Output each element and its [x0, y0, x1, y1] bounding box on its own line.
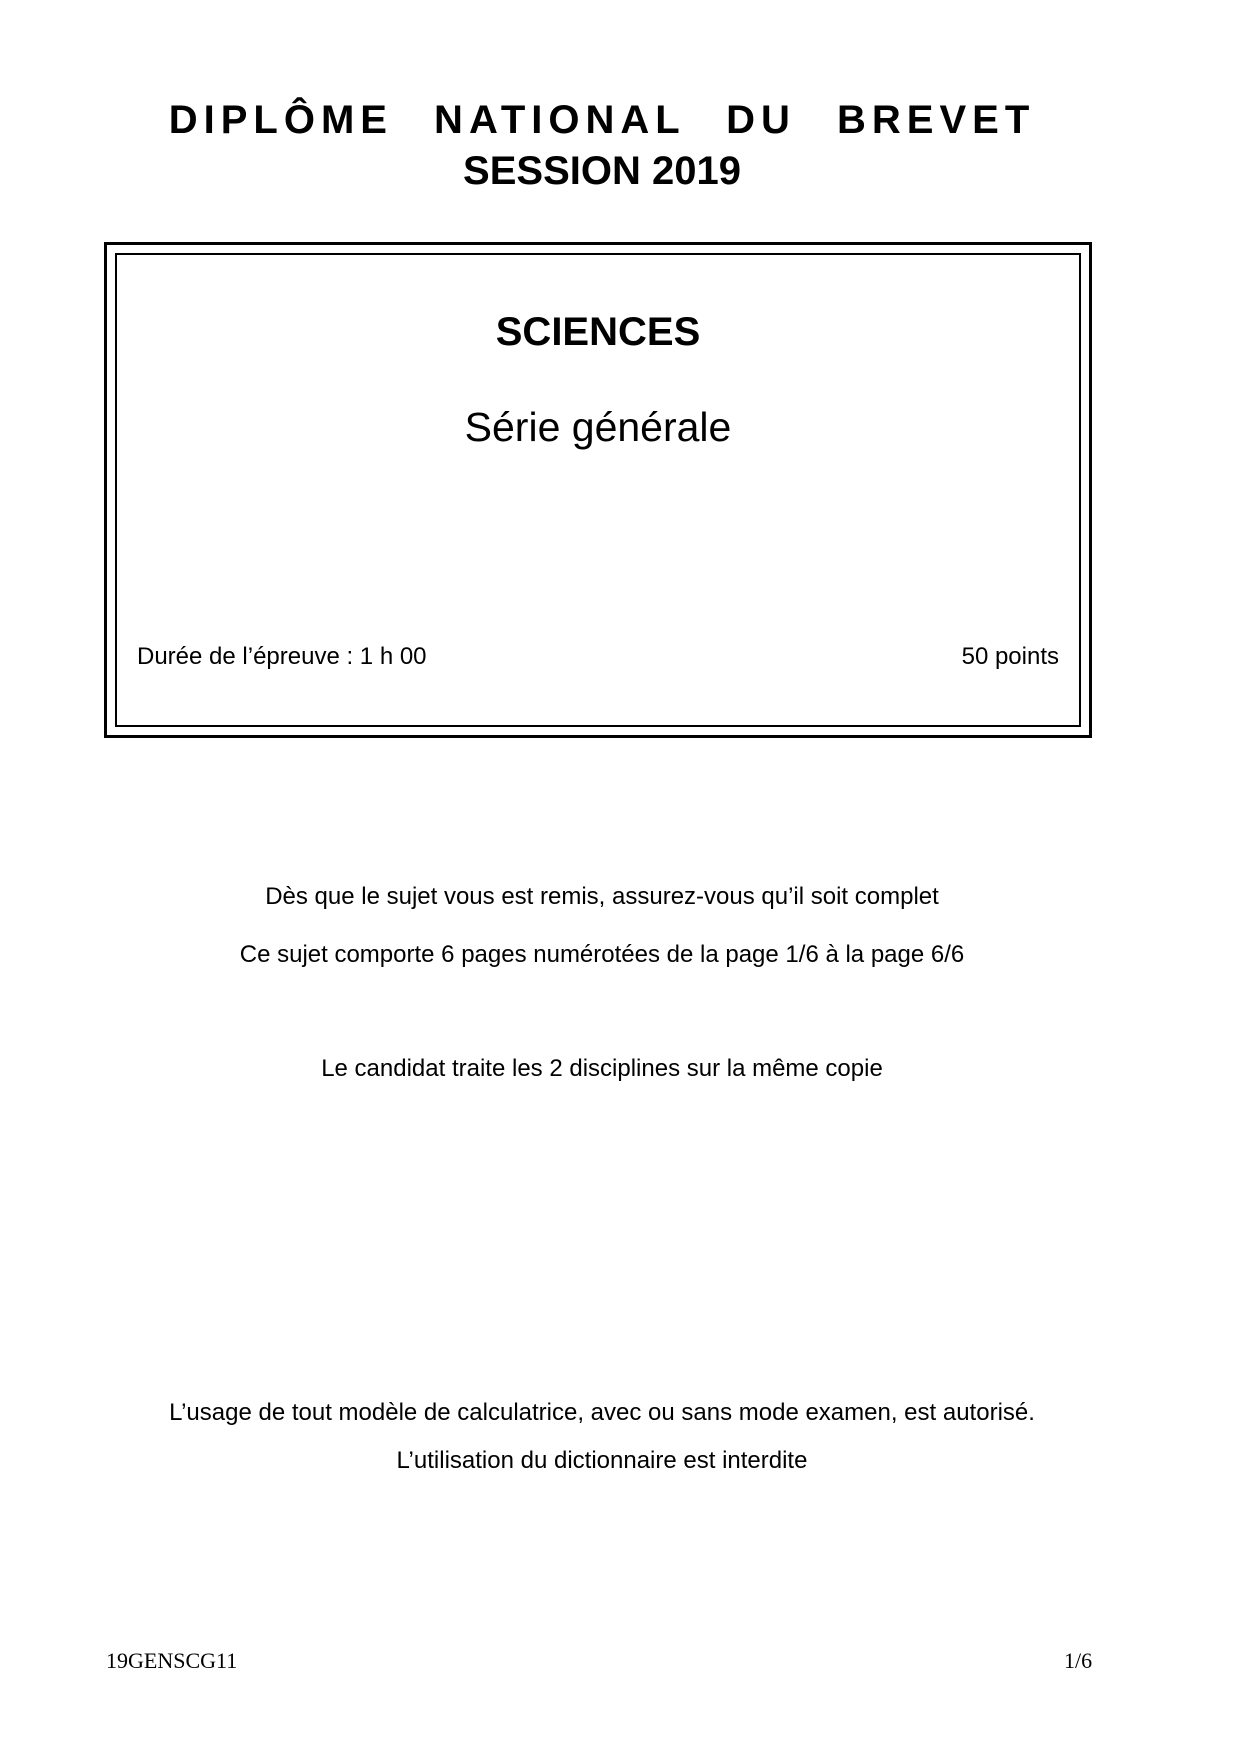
subject-frame: [104, 242, 1092, 738]
exam-points: 50 points: [961, 643, 1059, 670]
series-label: Série générale: [464, 404, 732, 450]
footer-page-number: 1/6: [1064, 1648, 1093, 1673]
instruction-completeness: Dès que le sujet vous est remis, assurez-vous qu’il soit complet: [265, 883, 939, 910]
subject-frame-inner: [115, 253, 1081, 727]
instruction-same-copy: Le candidat traite les 2 disciplines sur la même copie: [321, 1055, 883, 1082]
subject-title: SCIENCES: [495, 310, 701, 354]
footer-subject-code: 19GENSCG11: [106, 1648, 238, 1673]
exam-duration: Durée de l’épreuve : 1 h 00: [137, 643, 427, 670]
session-title: SESSION 2019: [463, 149, 741, 193]
exam-title: DIPLÔME NATIONAL DU BREVET: [168, 98, 1036, 142]
instruction-calculator: L’usage de tout modèle de calculatrice, avec ou sans mode examen, est autorisé.: [169, 1399, 1035, 1426]
instruction-page-count: Ce sujet comporte 6 pages numérotées de la page 1/6 à la page 6/6: [239, 941, 965, 968]
instruction-dictionary: L’utilisation du dictionnaire est interdite: [396, 1447, 808, 1474]
